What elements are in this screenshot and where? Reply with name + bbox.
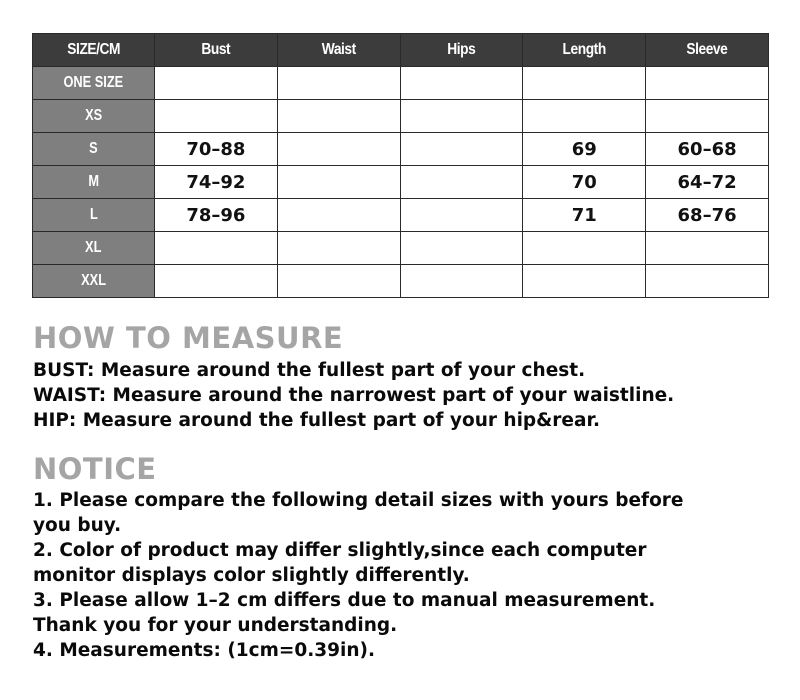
length-cell <box>523 265 646 298</box>
notice-line: Thank you for your understanding. <box>33 615 398 636</box>
hips-cell <box>400 166 523 199</box>
notice-line: 3. Please allow 1–2 cm differs due to manual measurement. <box>33 590 656 611</box>
waist-cell <box>277 232 400 265</box>
bust-cell <box>155 232 278 265</box>
waist-cell <box>277 199 400 232</box>
waist-cell <box>277 67 400 100</box>
bust-cell <box>155 100 278 133</box>
sleeve-cell <box>646 67 769 100</box>
notice-text <box>33 488 773 663</box>
header-hips: Hips <box>400 34 523 67</box>
notice-line: you buy. <box>33 515 122 536</box>
length-cell: 69 <box>523 133 646 166</box>
waist-cell <box>277 166 400 199</box>
size-label: XS <box>33 100 155 133</box>
header-sleeve: Sleeve <box>646 34 769 67</box>
notice-line: 4. Measurements: (1cm=0.39in). <box>33 640 376 661</box>
hips-cell <box>400 133 523 166</box>
how-to-measure-text <box>33 358 773 433</box>
size-chart-table <box>32 33 769 298</box>
header-bust: Bust <box>155 34 278 67</box>
waist-cell <box>277 100 400 133</box>
bust-cell <box>155 265 278 298</box>
header-waist: Waist <box>277 34 400 67</box>
bust-cell: 78–96 <box>155 199 278 232</box>
sleeve-cell <box>646 265 769 298</box>
measure-waist-line: WAIST: Measure around the narrowest part of your waistline. <box>33 385 675 406</box>
size-label: S <box>33 133 155 166</box>
sleeve-cell <box>646 100 769 133</box>
table-row <box>33 265 769 298</box>
length-cell <box>523 67 646 100</box>
sleeve-cell: 60–68 <box>646 133 769 166</box>
table-row <box>33 133 769 166</box>
bust-cell: 74–92 <box>155 166 278 199</box>
table-row <box>33 100 769 133</box>
size-label: XXL <box>33 265 155 298</box>
sleeve-cell: 68–76 <box>646 199 769 232</box>
table-row <box>33 199 769 232</box>
hips-cell <box>400 67 523 100</box>
hips-cell <box>400 265 523 298</box>
hips-cell <box>400 100 523 133</box>
header-size: SIZE/CM <box>33 34 155 67</box>
measure-hip-line: HIP: Measure around the fullest part of your hip&rear. <box>33 410 600 431</box>
sleeve-cell: 64–72 <box>646 166 769 199</box>
notice-line: 2. Color of product may differ slightly,since each computer <box>33 540 647 561</box>
length-cell <box>523 100 646 133</box>
sleeve-cell <box>646 232 769 265</box>
table-row <box>33 67 769 100</box>
header-length: Length <box>523 34 646 67</box>
notice-title: NOTICE <box>33 452 157 486</box>
waist-cell <box>277 133 400 166</box>
bust-cell: 70–88 <box>155 133 278 166</box>
how-to-measure-title: HOW TO MEASURE <box>33 321 344 355</box>
length-cell: 70 <box>523 166 646 199</box>
waist-cell <box>277 265 400 298</box>
size-chart-header-row <box>33 34 769 67</box>
size-label: L <box>33 199 155 232</box>
notice-line: monitor displays color slightly differently. <box>33 565 470 586</box>
size-label: XL <box>33 232 155 265</box>
table-row <box>33 232 769 265</box>
hips-cell <box>400 199 523 232</box>
length-cell: 71 <box>523 199 646 232</box>
length-cell <box>523 232 646 265</box>
size-label: ONE SIZE <box>33 67 155 100</box>
notice-line: 1. Please compare the following detail sizes with yours before <box>33 490 684 511</box>
bust-cell <box>155 67 278 100</box>
table-row <box>33 166 769 199</box>
hips-cell <box>400 232 523 265</box>
size-label: M <box>33 166 155 199</box>
measure-bust-line: BUST: Measure around the fullest part of your chest. <box>33 360 586 381</box>
